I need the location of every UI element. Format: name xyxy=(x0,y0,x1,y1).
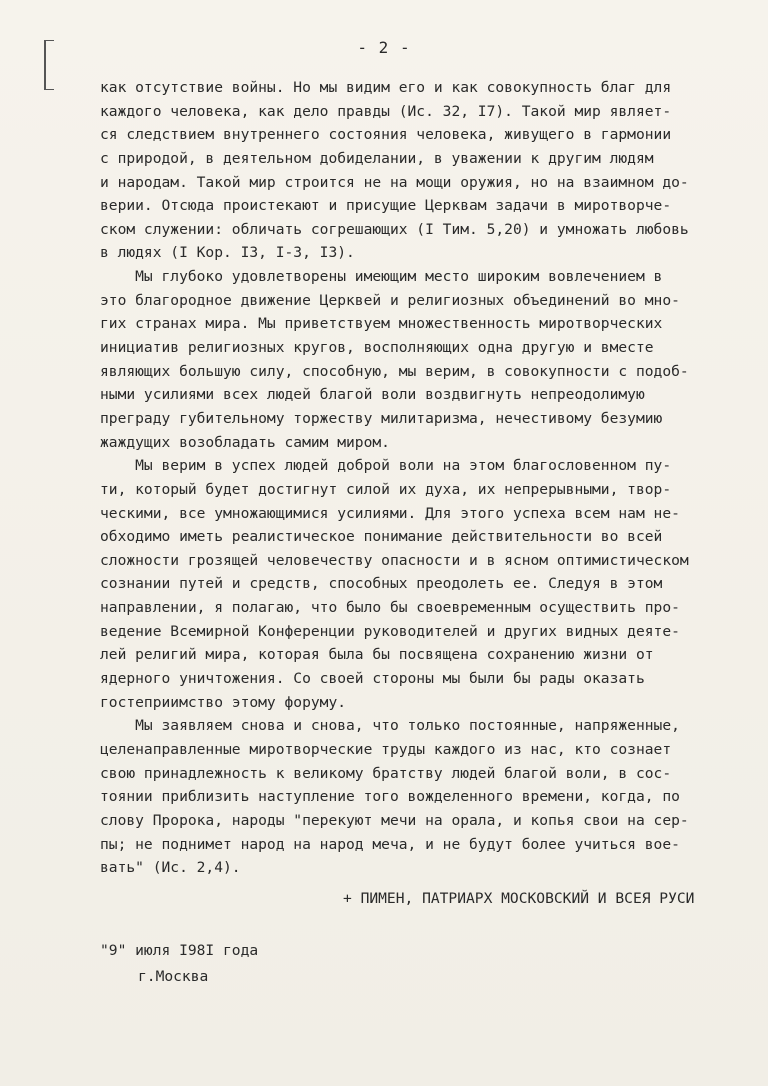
text-line: слову Пророка, народы "перекуют мечи на орала, и копья свои на сер- xyxy=(100,811,689,829)
text-line: и народам. Такой мир строится не на мощи оружия, но на взаимном до- xyxy=(100,173,689,191)
text-line: ском служении: обличать согрешающих (I Тим. 5,20) и умножать любовь xyxy=(100,220,689,238)
text-line: Мы заявляем снова и снова, что только постоянные, напряженные, xyxy=(100,717,680,735)
text-line: ядерного уничтожения. Со своей стороны мы были бы рады оказать xyxy=(100,670,645,688)
text-line: вать" (Ис. 2,4). xyxy=(100,859,241,877)
page-number: - 2 - xyxy=(357,38,411,57)
document-place: г.Москва xyxy=(138,968,209,985)
signature-line: + ПИМЕН, ПАТРИАРХ МОСКОВСКИЙ И ВСЕЯ РУСИ xyxy=(343,890,695,907)
text-line: ческими, все умножающимися усилиями. Для этого успеха всем нам не- xyxy=(100,504,680,522)
text-line: гих странах мира. Мы приветствуем множественность миротворческих xyxy=(100,315,663,333)
text-line: свою принадлежность к великому братству людей благой воли, в сос- xyxy=(100,764,672,782)
text-line: тоянии приблизить наступление того вожделенного времени, когда, по xyxy=(100,788,680,806)
body-text xyxy=(100,76,740,880)
text-line: жаждущих возобладать самим миром. xyxy=(100,433,390,451)
text-line: направлении, я полагаю, что было бы своевременным осуществить про- xyxy=(100,599,680,617)
text-line: верии. Отсюда проистекают и присущие Церквам задачи в миротворче- xyxy=(100,197,672,215)
text-line: Мы верим в успех людей доброй воли на этом благословенном пу- xyxy=(100,457,672,475)
text-line: ся следствием внутреннего состояния человека, живущего в гармонии xyxy=(100,126,672,144)
text-line: пы; не поднимет народ на народ меча, и не будут более учиться вое- xyxy=(100,835,680,853)
text-line: гостеприимство этому форуму. xyxy=(100,693,347,711)
text-line: сложности грозящей человечеству опасности и в ясном оптимистическом xyxy=(100,551,689,569)
date-block xyxy=(100,938,258,990)
text-line: сознании путей и средств, способных преодолеть ее. Следуя в этом xyxy=(100,575,663,593)
text-line: инициатив религиозных кругов, восполняющих одна другую и вместе xyxy=(100,339,654,357)
text-line: преграду губительному торжеству милитаризма, нечестивому безумию xyxy=(100,409,663,427)
text-line: целенаправленные миротворческие труды каждого из нас, кто сознает xyxy=(100,740,672,758)
text-line: с природой, в деятельном добиделании, в уважении к другим людям xyxy=(100,149,654,167)
text-line: лей религий мира, которая была бы посвящена сохранению жизни от xyxy=(100,646,654,664)
text-line: обходимо иметь реалистическое понимание действительности во всей xyxy=(100,528,663,546)
text-line: это благородное движение Церквей и религиозных объединений во мно- xyxy=(100,291,680,309)
text-line: ти, который будет достигнут силой их духа, их непрерывными, твор- xyxy=(100,480,672,498)
text-line: ведение Всемирной Конференции руководителей и других видных деяте- xyxy=(100,622,680,640)
text-line: ными усилиями всех людей благой воли воздвигнуть непреодолимую xyxy=(100,386,645,404)
text-line: Мы глубоко удовлетворены имеющим место широким вовлечением в xyxy=(100,268,663,286)
document-date: "9" июля I98I года xyxy=(100,942,259,959)
text-line: являющих большую силу, способную, мы верим, в совокупности с подоб- xyxy=(100,362,689,380)
text-line: каждого человека, как дело правды (Ис. 32, I7). Такой мир являет- xyxy=(100,102,672,120)
text-line: как отсутствие войны. Но мы видим его и как совокупность благ для xyxy=(100,79,672,96)
text-line: в людях (I Кор. I3, I-3, I3). xyxy=(100,244,355,262)
